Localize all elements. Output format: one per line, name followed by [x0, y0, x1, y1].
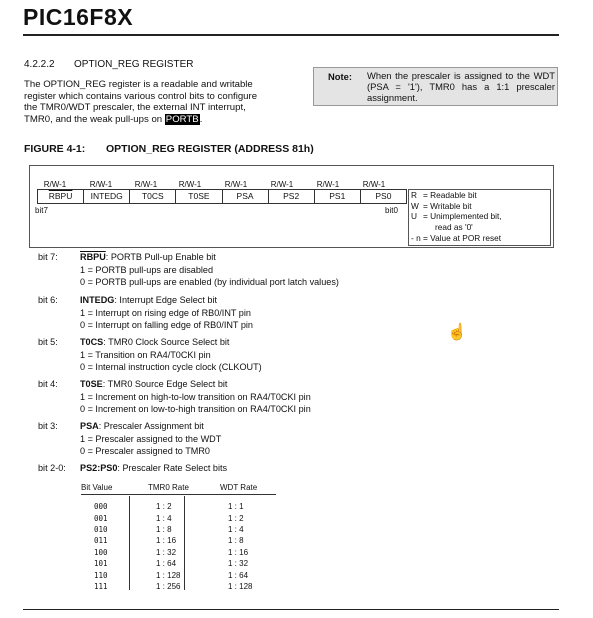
legend-row: [411, 233, 550, 244]
bit-description: [38, 420, 204, 432]
table-cell: 1 : 32: [228, 559, 249, 569]
intro-text: .: [199, 113, 203, 125]
bit-value-line: 0 = Increment on low-to-high transition on RA4/T0CKI pin: [80, 404, 311, 414]
table-cell: 1 : 256: [156, 581, 181, 591]
bit-name: T0CS: [80, 337, 104, 347]
bit-desc: : Interrupt Edge Select bit: [114, 295, 217, 305]
legend-text: read as '0': [435, 222, 473, 233]
table-cell: 1 : 128: [228, 581, 253, 591]
bit-description: [38, 251, 216, 263]
bit-value-line: 0 = Prescaler assigned to TMR0: [80, 446, 210, 456]
intro-line: The OPTION_REG register is a readable and writable: [24, 79, 253, 90]
intro-line: [24, 114, 276, 126]
bit-number: bit 3:: [38, 421, 58, 431]
section-number: 4.2.2.2: [24, 59, 55, 70]
table-cell: 1 : 2: [156, 502, 172, 512]
table-cell: 111: [94, 581, 108, 591]
bit-description: [38, 336, 229, 348]
table-divider: [129, 496, 130, 590]
table-cell: 011: [94, 536, 108, 546]
bit-value-line: 1 = PORTB pull-ups are disabled: [80, 265, 214, 275]
intro-paragraph: [24, 79, 276, 125]
register-bit-intedg: INTEDG: [84, 190, 130, 203]
legend-text: = Writable bit: [423, 200, 472, 211]
register-attribute: R/W-1: [316, 180, 340, 189]
table-cell: 101: [94, 559, 108, 569]
table-cell: 1 : 8: [228, 536, 244, 546]
bit-number: bit 7:: [38, 252, 58, 262]
register-bit-row: [37, 189, 407, 204]
legend-key: - n: [411, 232, 421, 243]
register-attribute: R/W-1: [224, 180, 248, 189]
register-attribute: R/W-1: [178, 180, 202, 189]
table-cell: 1 : 16: [156, 536, 177, 546]
table-cell: 010: [94, 524, 108, 534]
table-cell: 1 : 4: [228, 524, 244, 534]
register-attribute: R/W-1: [270, 180, 294, 189]
table-cell: 1 : 64: [228, 570, 249, 580]
bit-name: T0SE: [80, 379, 103, 389]
bit-desc: : TMR0 Source Edge Select bit: [102, 379, 228, 389]
legend-text: = Unimplemented bit,: [423, 211, 502, 222]
table-header-row: [81, 480, 276, 495]
section-title: OPTION_REG REGISTER: [74, 59, 194, 70]
register-bit-psa: PSA: [223, 190, 269, 203]
column-header: Bit Value: [81, 480, 142, 495]
bottom-rule: [23, 609, 559, 610]
table-cell: 1 : 2: [228, 513, 244, 523]
note-box: [313, 67, 558, 106]
register-bit-ps0: PS0: [375, 191, 392, 201]
column-header: TMR0 Rate: [142, 480, 208, 495]
table-cell: 000: [94, 502, 108, 512]
table-cell: 110: [94, 570, 108, 580]
register-attribute: R/W-1: [362, 180, 386, 189]
legend-key: W: [411, 200, 419, 211]
bit-desc: : Prescaler Assignment bit: [98, 421, 204, 431]
bit-value-line: 0 = Internal instruction cycle clock (CLKOUT): [80, 362, 262, 372]
table-cell: 1 : 128: [156, 570, 181, 580]
bit-description: [38, 378, 227, 390]
register-bit-ps1: PS1: [315, 190, 361, 203]
intro-line: the TMR0/WDT prescaler, the external INT interrupt,: [24, 102, 246, 114]
legend-key: R: [411, 190, 417, 200]
legend-text: = Readable bit: [423, 190, 477, 200]
table-cell: 1 : 1: [228, 502, 244, 512]
bit-number: bit 5:: [38, 337, 58, 347]
hand-cursor-icon: ☝: [447, 324, 467, 341]
legend-row: [411, 222, 550, 233]
table-cell: 1 : 32: [156, 547, 177, 557]
bit-number: bit 2-0:: [38, 463, 66, 473]
register-bit-t0cs: T0CS: [130, 190, 176, 203]
table-cell: 1 : 4: [156, 513, 172, 523]
table-cell: 100: [94, 547, 108, 557]
intro-line: register which contains various control bits to configure: [24, 90, 258, 102]
figure-caption: [24, 143, 314, 155]
bit-number: bit 4:: [38, 379, 58, 389]
bit-name: RBPU: [80, 252, 106, 262]
legend-text: = Value at POR reset: [423, 232, 502, 243]
bit-value-line: 0 = PORTB pull-ups are enabled (by individual port latch values): [80, 277, 339, 287]
section-heading: [24, 59, 193, 70]
legend-row: [411, 201, 550, 212]
bit-desc: : TMR0 Clock Source Select bit: [103, 337, 230, 347]
bit-value-line: 0 = Interrupt on falling edge of RB0/INT pin: [80, 320, 253, 330]
title-rule: [23, 34, 559, 36]
bit-desc: : PORTB Pull-up Enable bit: [105, 252, 216, 262]
bit-name: PS2:PS0: [80, 463, 118, 473]
table-cell: 1 : 64: [156, 559, 177, 569]
bit-name: INTEDG: [80, 295, 115, 305]
note-label: Note:: [328, 71, 352, 82]
table-cell: 001: [94, 513, 108, 523]
register-attribute: R/W-1: [89, 180, 113, 189]
column-header: WDT Rate: [208, 480, 276, 495]
bit-desc: : Prescaler Rate Select bits: [117, 463, 228, 473]
bit-value-line: 1 = Prescaler assigned to the WDT: [80, 434, 222, 444]
register-attribute: R/W-1: [43, 180, 67, 189]
register-bit-t0se: T0SE: [176, 190, 222, 203]
register-bit-ps2: PS2: [269, 190, 315, 203]
bit-number: bit 6:: [38, 295, 58, 305]
table-divider: [184, 496, 185, 590]
table-cell: 1 : 16: [228, 547, 249, 557]
bit-value-line: 1 = Interrupt on rising edge of RB0/INT pin: [80, 308, 251, 318]
msb-label: bit7: [35, 206, 48, 215]
bit-name: PSA: [80, 421, 99, 431]
intro-text: TMR0, and the weak pull-ups on: [24, 113, 165, 125]
table-cell: 1 : 8: [156, 524, 172, 534]
legend-row: [411, 211, 550, 222]
bit-value-line: 1 = Transition on RA4/T0CKI pin: [80, 350, 211, 360]
legend-row: [411, 190, 550, 201]
page-title: PIC16F8X: [23, 4, 134, 30]
figure-number: FIGURE 4-1:: [24, 143, 86, 155]
bit-value-line: 1 = Increment on high-to-low transition on RA4/T0CKI pin: [80, 392, 311, 402]
register-bit-rbpu: [38, 190, 84, 203]
lsb-label: bit0: [385, 206, 398, 215]
register-attribute: R/W-1: [134, 180, 158, 189]
prescaler-table: [81, 480, 276, 592]
legend-key: U: [411, 211, 417, 222]
register-bit-label: RBPU: [48, 191, 73, 201]
bit-description: [38, 294, 217, 306]
figure-title: OPTION_REG REGISTER (ADDRESS 81h): [106, 143, 314, 155]
bit-description: [38, 462, 227, 474]
note-text: When the prescaler is assigned to the WDT (PSA = '1'), TMR0 has a 1:1 prescaler assignment.: [367, 70, 555, 103]
legend-box: [408, 189, 551, 246]
portb-highlight: PORTB: [165, 113, 199, 125]
